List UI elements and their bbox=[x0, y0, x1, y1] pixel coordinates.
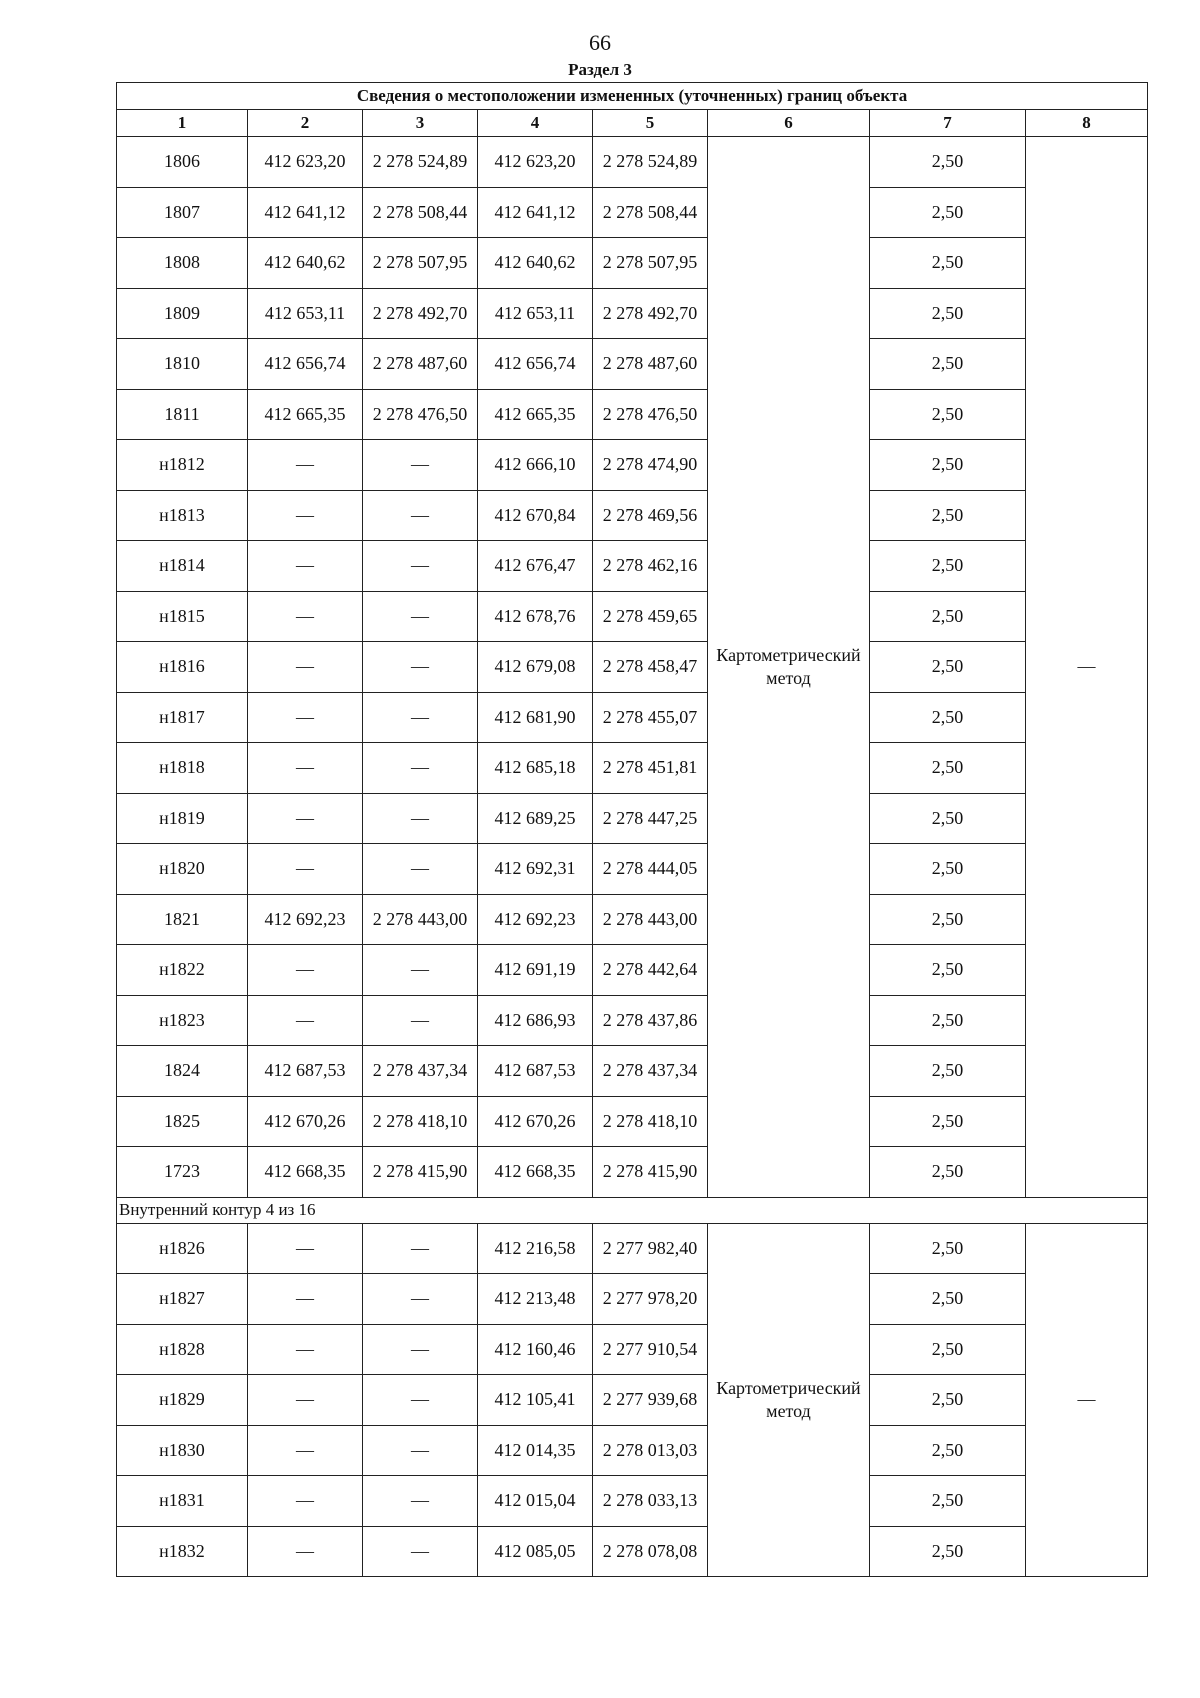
table-row bbox=[117, 1096, 1148, 1147]
existing-y-cell: — bbox=[363, 692, 478, 743]
existing-x-cell: 412 653,11 bbox=[248, 288, 363, 339]
refined-x-cell: 412 670,84 bbox=[478, 490, 593, 541]
table-row bbox=[117, 541, 1148, 592]
existing-x-cell: — bbox=[248, 1324, 363, 1375]
refined-x-cell: 412 014,35 bbox=[478, 1425, 593, 1476]
existing-y-cell: — bbox=[363, 1526, 478, 1577]
existing-y-cell: — bbox=[363, 591, 478, 642]
existing-x-cell: 412 665,35 bbox=[248, 389, 363, 440]
existing-y-cell: 2 278 487,60 bbox=[363, 339, 478, 390]
accuracy-cell: 2,50 bbox=[870, 1324, 1026, 1375]
point-number-cell: 1811 bbox=[117, 389, 248, 440]
refined-x-cell: 412 216,58 bbox=[478, 1223, 593, 1274]
point-number-cell: н1830 bbox=[117, 1425, 248, 1476]
column-number-header: 7 bbox=[870, 110, 1026, 137]
existing-x-cell: — bbox=[248, 844, 363, 895]
existing-y-cell: 2 278 415,90 bbox=[363, 1147, 478, 1198]
point-number-cell: 1807 bbox=[117, 187, 248, 238]
point-number-cell: н1822 bbox=[117, 945, 248, 996]
column-8-cell: — bbox=[1026, 137, 1148, 1198]
point-number-cell: н1813 bbox=[117, 490, 248, 541]
existing-y-cell: — bbox=[363, 1476, 478, 1527]
existing-y-cell: 2 278 524,89 bbox=[363, 137, 478, 188]
refined-y-cell: 2 277 939,68 bbox=[593, 1375, 708, 1426]
table-row bbox=[117, 642, 1148, 693]
refined-y-cell: 2 278 492,70 bbox=[593, 288, 708, 339]
point-number-cell: н1829 bbox=[117, 1375, 248, 1426]
table-caption: Сведения о местоположении измененных (уточненных) границ объекта bbox=[117, 83, 1148, 110]
refined-y-cell: 2 278 487,60 bbox=[593, 339, 708, 390]
accuracy-cell: 2,50 bbox=[870, 1526, 1026, 1577]
accuracy-cell: 2,50 bbox=[870, 1425, 1026, 1476]
accuracy-cell: 2,50 bbox=[870, 1046, 1026, 1097]
point-number-cell: 1810 bbox=[117, 339, 248, 390]
existing-y-cell: — bbox=[363, 1425, 478, 1476]
accuracy-cell: 2,50 bbox=[870, 490, 1026, 541]
method-cell: Картометрический метод bbox=[708, 137, 870, 1198]
existing-x-cell: 412 656,74 bbox=[248, 339, 363, 390]
column-8-cell: — bbox=[1026, 1223, 1148, 1577]
existing-y-cell: 2 278 507,95 bbox=[363, 238, 478, 289]
accuracy-cell: 2,50 bbox=[870, 1274, 1026, 1325]
table-row bbox=[117, 238, 1148, 289]
table-row bbox=[117, 1425, 1148, 1476]
existing-x-cell: — bbox=[248, 692, 363, 743]
table-row bbox=[117, 1046, 1148, 1097]
refined-x-cell: 412 160,46 bbox=[478, 1324, 593, 1375]
refined-x-cell: 412 692,31 bbox=[478, 844, 593, 895]
table-row bbox=[117, 793, 1148, 844]
point-number-cell: н1816 bbox=[117, 642, 248, 693]
point-number-cell: н1817 bbox=[117, 692, 248, 743]
accuracy-cell: 2,50 bbox=[870, 1223, 1026, 1274]
refined-x-cell: 412 687,53 bbox=[478, 1046, 593, 1097]
accuracy-cell: 2,50 bbox=[870, 945, 1026, 996]
existing-y-cell: — bbox=[363, 642, 478, 693]
accuracy-cell: 2,50 bbox=[870, 187, 1026, 238]
refined-y-cell: 2 278 474,90 bbox=[593, 440, 708, 491]
refined-y-cell: 2 278 447,25 bbox=[593, 793, 708, 844]
point-number-cell: н1819 bbox=[117, 793, 248, 844]
contour-label: Внутренний контур 4 из 16 bbox=[117, 1197, 1148, 1223]
refined-x-cell: 412 668,35 bbox=[478, 1147, 593, 1198]
refined-y-cell: 2 278 451,81 bbox=[593, 743, 708, 794]
column-number-header: 3 bbox=[363, 110, 478, 137]
table-row bbox=[117, 137, 1148, 188]
existing-y-cell: — bbox=[363, 844, 478, 895]
table-row bbox=[117, 440, 1148, 491]
table-row bbox=[117, 1147, 1148, 1198]
accuracy-cell: 2,50 bbox=[870, 288, 1026, 339]
refined-x-cell: 412 676,47 bbox=[478, 541, 593, 592]
boundary-coordinates-table bbox=[116, 82, 1148, 1577]
accuracy-cell: 2,50 bbox=[870, 894, 1026, 945]
table-row bbox=[117, 389, 1148, 440]
refined-y-cell: 2 277 978,20 bbox=[593, 1274, 708, 1325]
existing-y-cell: — bbox=[363, 995, 478, 1046]
refined-y-cell: 2 278 462,16 bbox=[593, 541, 708, 592]
refined-y-cell: 2 278 458,47 bbox=[593, 642, 708, 693]
table-row bbox=[117, 1375, 1148, 1426]
refined-x-cell: 412 692,23 bbox=[478, 894, 593, 945]
point-number-cell: н1827 bbox=[117, 1274, 248, 1325]
method-cell: Картометрический метод bbox=[708, 1223, 870, 1577]
point-number-cell: 1824 bbox=[117, 1046, 248, 1097]
existing-x-cell: — bbox=[248, 1476, 363, 1527]
existing-x-cell: — bbox=[248, 1425, 363, 1476]
existing-x-cell: 412 641,12 bbox=[248, 187, 363, 238]
refined-x-cell: 412 691,19 bbox=[478, 945, 593, 996]
existing-y-cell: — bbox=[363, 490, 478, 541]
accuracy-cell: 2,50 bbox=[870, 591, 1026, 642]
existing-y-cell: 2 278 437,34 bbox=[363, 1046, 478, 1097]
refined-x-cell: 412 678,76 bbox=[478, 591, 593, 642]
refined-x-cell: 412 689,25 bbox=[478, 793, 593, 844]
refined-y-cell: 2 278 013,03 bbox=[593, 1425, 708, 1476]
existing-y-cell: 2 278 508,44 bbox=[363, 187, 478, 238]
existing-x-cell: — bbox=[248, 995, 363, 1046]
refined-x-cell: 412 685,18 bbox=[478, 743, 593, 794]
table-row bbox=[117, 1476, 1148, 1527]
accuracy-cell: 2,50 bbox=[870, 692, 1026, 743]
refined-y-cell: 2 278 455,07 bbox=[593, 692, 708, 743]
point-number-cell: н1820 bbox=[117, 844, 248, 895]
table-row bbox=[117, 995, 1148, 1046]
table-row bbox=[117, 743, 1148, 794]
existing-x-cell: 412 623,20 bbox=[248, 137, 363, 188]
section-title: Раздел 3 bbox=[568, 60, 632, 79]
point-number-cell: 1821 bbox=[117, 894, 248, 945]
refined-y-cell: 2 278 476,50 bbox=[593, 389, 708, 440]
refined-y-cell: 2 278 442,64 bbox=[593, 945, 708, 996]
refined-x-cell: 412 679,08 bbox=[478, 642, 593, 693]
existing-y-cell: — bbox=[363, 793, 478, 844]
point-number-cell: н1832 bbox=[117, 1526, 248, 1577]
table-row bbox=[117, 1324, 1148, 1375]
refined-x-cell: 412 105,41 bbox=[478, 1375, 593, 1426]
table-row bbox=[117, 591, 1148, 642]
existing-y-cell: — bbox=[363, 1324, 478, 1375]
accuracy-cell: 2,50 bbox=[870, 440, 1026, 491]
table-row bbox=[117, 945, 1148, 996]
refined-y-cell: 2 277 982,40 bbox=[593, 1223, 708, 1274]
existing-x-cell: — bbox=[248, 1223, 363, 1274]
point-number-cell: н1812 bbox=[117, 440, 248, 491]
table-row bbox=[117, 1223, 1148, 1274]
accuracy-cell: 2,50 bbox=[870, 1476, 1026, 1527]
existing-y-cell: — bbox=[363, 1375, 478, 1426]
existing-x-cell: — bbox=[248, 945, 363, 996]
existing-x-cell: 412 670,26 bbox=[248, 1096, 363, 1147]
refined-x-cell: 412 665,35 bbox=[478, 389, 593, 440]
point-number-cell: н1814 bbox=[117, 541, 248, 592]
table-row bbox=[117, 1274, 1148, 1325]
point-number-cell: 1825 bbox=[117, 1096, 248, 1147]
accuracy-cell: 2,50 bbox=[870, 995, 1026, 1046]
existing-y-cell: 2 278 476,50 bbox=[363, 389, 478, 440]
existing-x-cell: — bbox=[248, 1526, 363, 1577]
existing-x-cell: — bbox=[248, 490, 363, 541]
refined-x-cell: 412 686,93 bbox=[478, 995, 593, 1046]
point-number-cell: н1818 bbox=[117, 743, 248, 794]
point-number-cell: н1815 bbox=[117, 591, 248, 642]
refined-x-cell: 412 015,04 bbox=[478, 1476, 593, 1527]
refined-x-cell: 412 656,74 bbox=[478, 339, 593, 390]
refined-x-cell: 412 681,90 bbox=[478, 692, 593, 743]
column-number-header: 4 bbox=[478, 110, 593, 137]
existing-x-cell: — bbox=[248, 591, 363, 642]
accuracy-cell: 2,50 bbox=[870, 743, 1026, 794]
existing-y-cell: 2 278 443,00 bbox=[363, 894, 478, 945]
column-number-header: 5 bbox=[593, 110, 708, 137]
point-number-cell: 1806 bbox=[117, 137, 248, 188]
refined-x-cell: 412 085,05 bbox=[478, 1526, 593, 1577]
page-number: 66 bbox=[589, 30, 611, 55]
accuracy-cell: 2,50 bbox=[870, 793, 1026, 844]
refined-y-cell: 2 278 437,86 bbox=[593, 995, 708, 1046]
column-number-header: 6 bbox=[708, 110, 870, 137]
existing-x-cell: — bbox=[248, 1274, 363, 1325]
accuracy-cell: 2,50 bbox=[870, 389, 1026, 440]
point-number-cell: н1823 bbox=[117, 995, 248, 1046]
point-number-cell: 1723 bbox=[117, 1147, 248, 1198]
refined-y-cell: 2 278 415,90 bbox=[593, 1147, 708, 1198]
point-number-cell: н1828 bbox=[117, 1324, 248, 1375]
point-number-cell: 1808 bbox=[117, 238, 248, 289]
existing-y-cell: — bbox=[363, 743, 478, 794]
contour-row bbox=[117, 1197, 1148, 1223]
existing-x-cell: — bbox=[248, 743, 363, 794]
refined-y-cell: 2 278 418,10 bbox=[593, 1096, 708, 1147]
table-row bbox=[117, 288, 1148, 339]
refined-x-cell: 412 670,26 bbox=[478, 1096, 593, 1147]
accuracy-cell: 2,50 bbox=[870, 844, 1026, 895]
table-row bbox=[117, 339, 1148, 390]
refined-y-cell: 2 278 078,08 bbox=[593, 1526, 708, 1577]
existing-x-cell: 412 640,62 bbox=[248, 238, 363, 289]
existing-y-cell: 2 278 418,10 bbox=[363, 1096, 478, 1147]
refined-y-cell: 2 278 507,95 bbox=[593, 238, 708, 289]
existing-y-cell: — bbox=[363, 1223, 478, 1274]
refined-y-cell: 2 278 033,13 bbox=[593, 1476, 708, 1527]
existing-y-cell: — bbox=[363, 541, 478, 592]
refined-x-cell: 412 623,20 bbox=[478, 137, 593, 188]
existing-x-cell: 412 668,35 bbox=[248, 1147, 363, 1198]
refined-x-cell: 412 641,12 bbox=[478, 187, 593, 238]
point-number-cell: н1826 bbox=[117, 1223, 248, 1274]
existing-x-cell: 412 692,23 bbox=[248, 894, 363, 945]
refined-y-cell: 2 278 508,44 bbox=[593, 187, 708, 238]
refined-y-cell: 2 278 524,89 bbox=[593, 137, 708, 188]
table-row bbox=[117, 1526, 1148, 1577]
existing-y-cell: 2 278 492,70 bbox=[363, 288, 478, 339]
accuracy-cell: 2,50 bbox=[870, 642, 1026, 693]
existing-x-cell: — bbox=[248, 440, 363, 491]
refined-y-cell: 2 277 910,54 bbox=[593, 1324, 708, 1375]
column-number-header: 1 bbox=[117, 110, 248, 137]
table-row bbox=[117, 490, 1148, 541]
accuracy-cell: 2,50 bbox=[870, 541, 1026, 592]
existing-y-cell: — bbox=[363, 945, 478, 996]
refined-x-cell: 412 653,11 bbox=[478, 288, 593, 339]
existing-x-cell: — bbox=[248, 642, 363, 693]
refined-x-cell: 412 213,48 bbox=[478, 1274, 593, 1325]
column-number-header: 8 bbox=[1026, 110, 1148, 137]
refined-y-cell: 2 278 469,56 bbox=[593, 490, 708, 541]
table-row bbox=[117, 894, 1148, 945]
existing-x-cell: — bbox=[248, 541, 363, 592]
refined-x-cell: 412 666,10 bbox=[478, 440, 593, 491]
accuracy-cell: 2,50 bbox=[870, 1375, 1026, 1426]
refined-y-cell: 2 278 437,34 bbox=[593, 1046, 708, 1097]
point-number-cell: н1831 bbox=[117, 1476, 248, 1527]
existing-x-cell: — bbox=[248, 1375, 363, 1426]
existing-y-cell: — bbox=[363, 1274, 478, 1325]
existing-x-cell: 412 687,53 bbox=[248, 1046, 363, 1097]
existing-x-cell: — bbox=[248, 793, 363, 844]
refined-y-cell: 2 278 443,00 bbox=[593, 894, 708, 945]
existing-y-cell: — bbox=[363, 440, 478, 491]
accuracy-cell: 2,50 bbox=[870, 1147, 1026, 1198]
point-number-cell: 1809 bbox=[117, 288, 248, 339]
table-row bbox=[117, 692, 1148, 743]
column-number-header: 2 bbox=[248, 110, 363, 137]
refined-y-cell: 2 278 444,05 bbox=[593, 844, 708, 895]
refined-x-cell: 412 640,62 bbox=[478, 238, 593, 289]
refined-y-cell: 2 278 459,65 bbox=[593, 591, 708, 642]
table-row bbox=[117, 187, 1148, 238]
accuracy-cell: 2,50 bbox=[870, 1096, 1026, 1147]
table-row bbox=[117, 844, 1148, 895]
accuracy-cell: 2,50 bbox=[870, 137, 1026, 188]
accuracy-cell: 2,50 bbox=[870, 339, 1026, 390]
accuracy-cell: 2,50 bbox=[870, 238, 1026, 289]
